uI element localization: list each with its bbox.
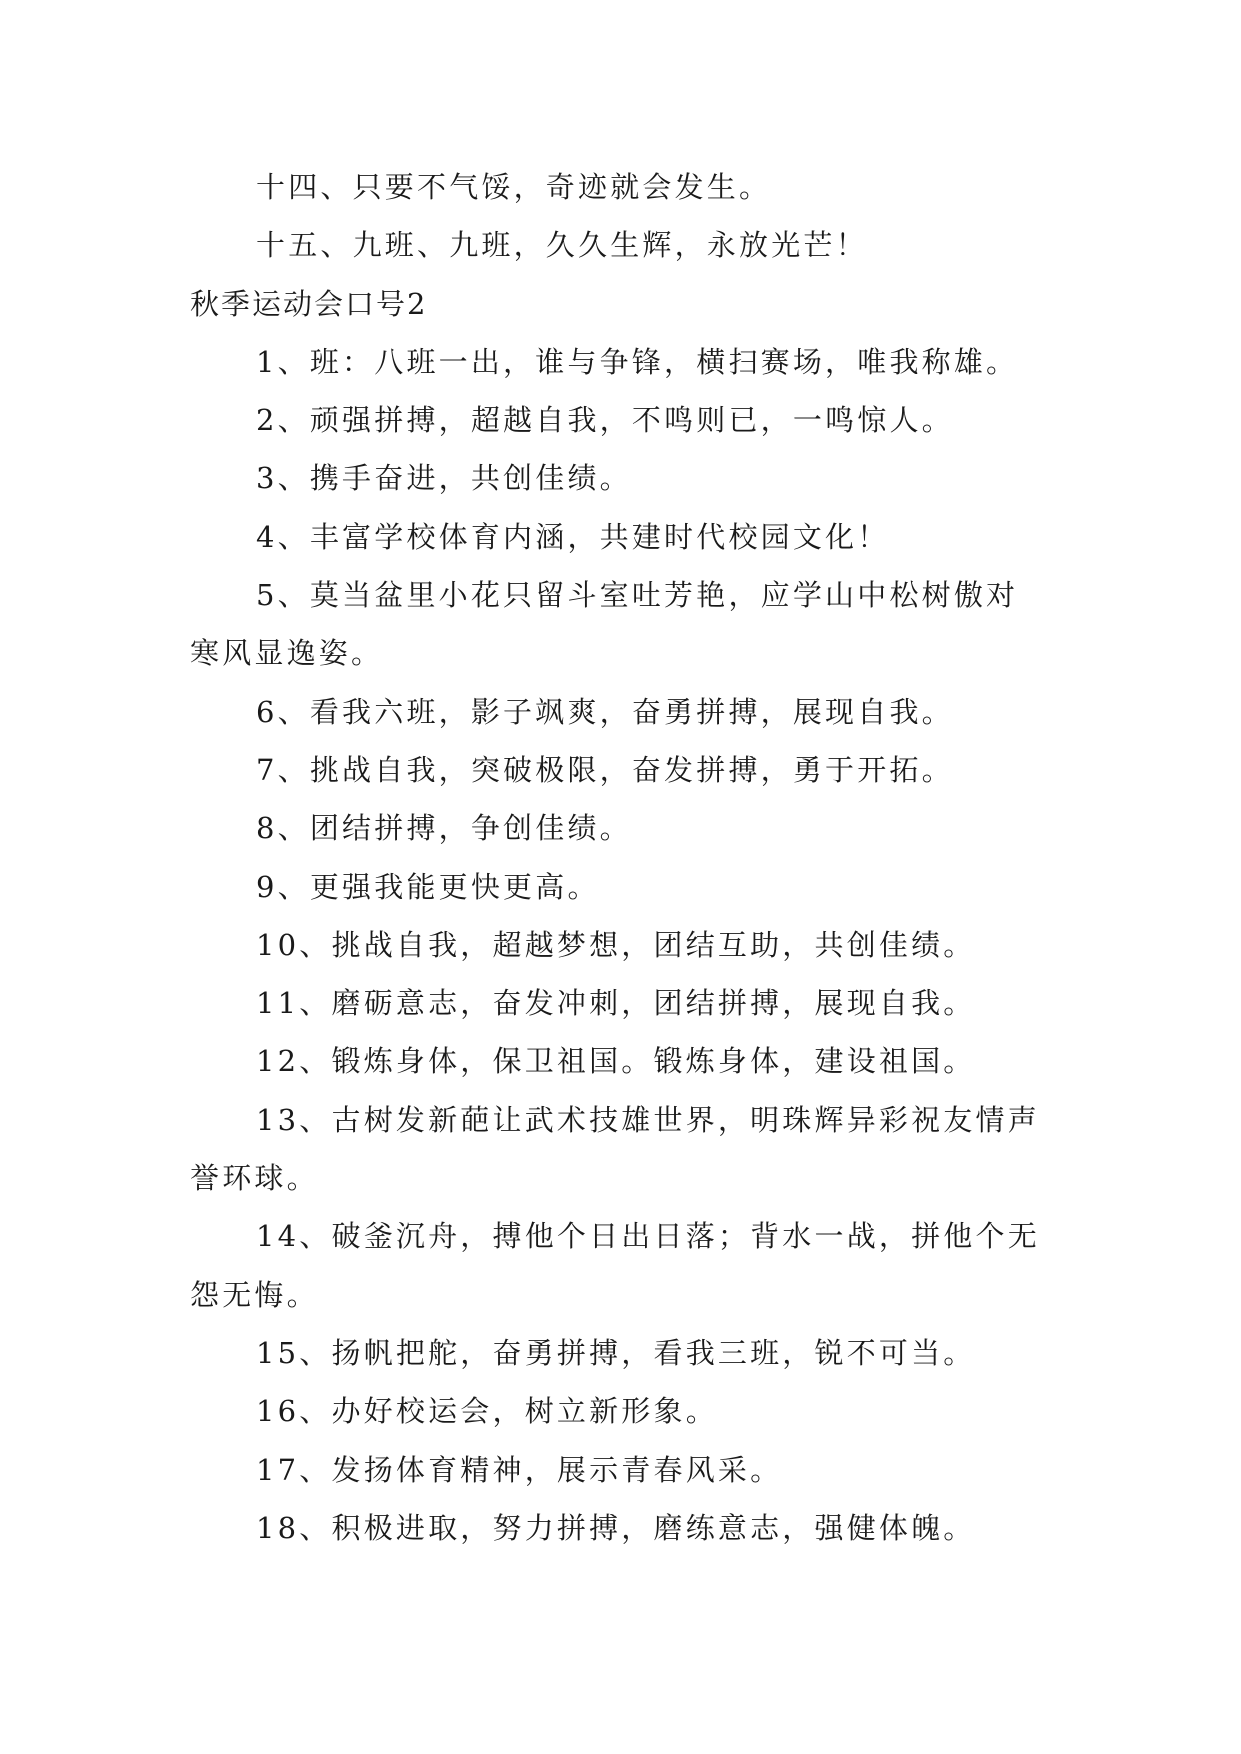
slogan-line: 7、挑战自我，突破极限，奋发拼搏，勇于开拓。 [256, 752, 954, 787]
section-heading: 秋季运动会口号2 [190, 286, 428, 321]
slogan-line: 17、发扬体育精神，展示青春风采。 [256, 1452, 783, 1487]
slogan-line: 12、锻炼身体，保卫祖国。锻炼身体，建设祖国。 [256, 1044, 976, 1079]
slogan-line: 6、看我六班，影子飒爽，奋勇拼搏，展现自我。 [256, 694, 954, 729]
slogan-line: 3、携手奋进，共创佳绩。 [256, 461, 632, 496]
slogan-line: 十四、只要不气馁，奇迹就会发生。 [256, 170, 772, 204]
slogan-line: 5、莫当盆里小花只留斗室吐芳艳，应学山中松树傲对 [256, 578, 1019, 613]
slogan-line-continuation: 怨无悔。 [190, 1277, 319, 1312]
slogan-line: 13、古树发新葩让武术技雄世界，明珠辉异彩祝友情声 [256, 1102, 1040, 1137]
slogan-line: 10、挑战自我，超越梦想，团结互助，共创佳绩。 [256, 927, 976, 962]
slogan-line: 十五、九班、九班，久久生辉，永放光芒！ [256, 228, 868, 263]
slogan-line: 9、更强我能更快更高。 [256, 869, 600, 904]
slogan-line: 8、团结拼搏，争创佳绩。 [256, 811, 632, 846]
slogan-line: 18、积极进取，努力拼搏，磨练意志，强健体魄。 [256, 1510, 976, 1545]
slogan-line: 15、扬帆把舵，奋勇拼搏，看我三班，锐不可当。 [256, 1335, 976, 1370]
slogan-line: 2、顽强拼搏，超越自我，不鸣则已，一鸣惊人。 [256, 403, 954, 438]
slogan-line-continuation: 誉环球。 [190, 1161, 319, 1196]
slogan-line: 16、办好校运会，树立新形象。 [256, 1394, 718, 1429]
slogan-line: 4、丰富学校体育内涵，共建时代校园文化！ [256, 519, 890, 554]
document-body [190, 158, 1070, 1557]
slogan-line: 14、破釜沉舟，搏他个日出日落；背水一战，拼他个无 [256, 1219, 1040, 1254]
slogan-line: 11、磨砺意志，奋发冲刺，团结拼搏，展现自我。 [256, 986, 976, 1021]
slogan-line: 1、班：八班一出，谁与争锋，横扫赛场，唯我称雄。 [256, 344, 1019, 379]
slogan-line-continuation: 寒风显逸姿。 [190, 636, 384, 671]
